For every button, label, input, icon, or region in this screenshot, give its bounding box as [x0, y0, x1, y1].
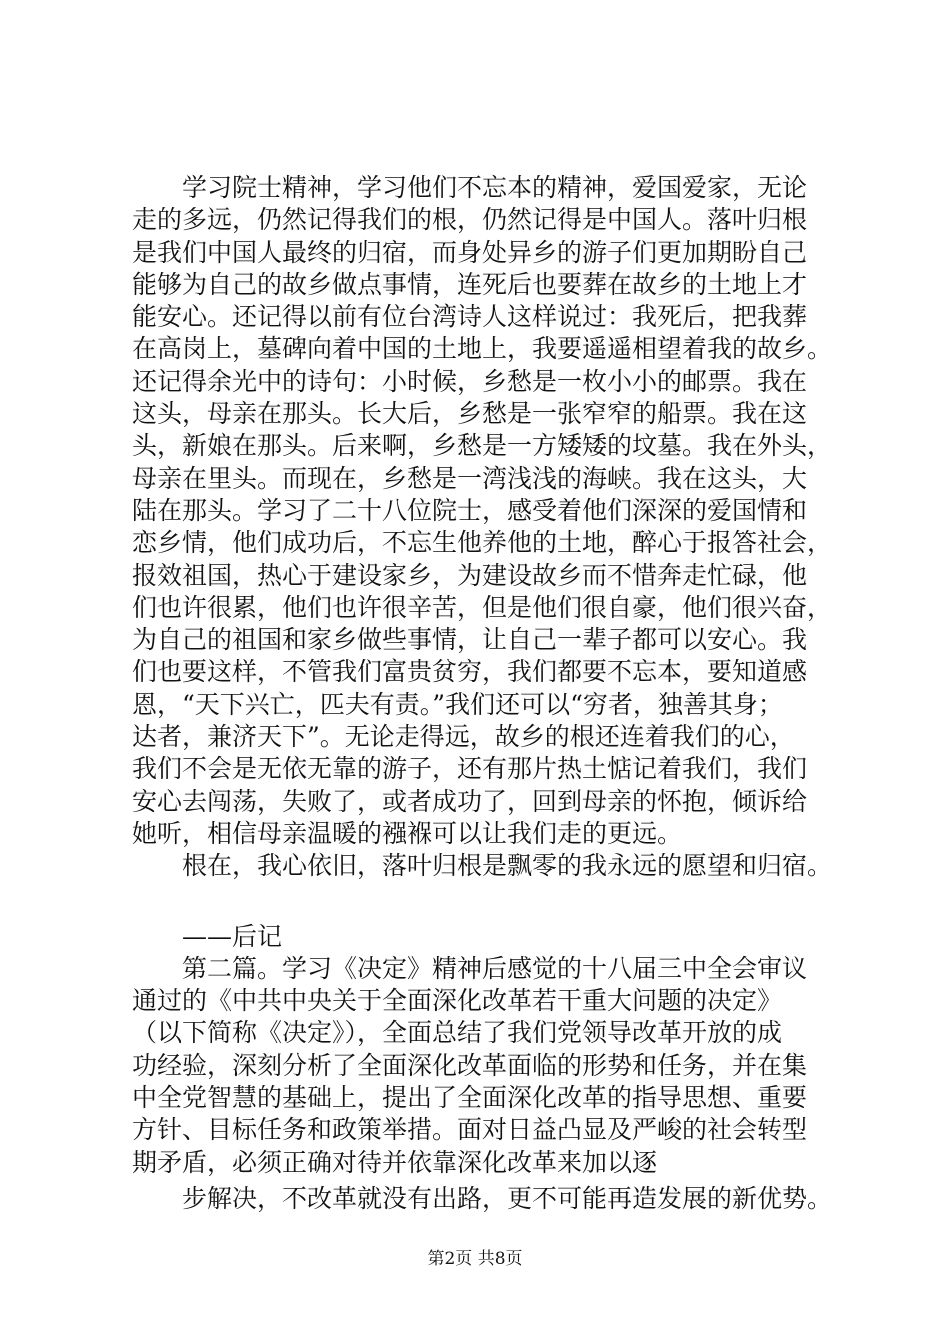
- text-line: 方针、目标任务和政策举措。面对日益凸显及严峻的社会转型: [132, 1115, 808, 1145]
- text-line: 能安心。还记得以前有位台湾诗人这样说过：我死后，把我葬: [132, 302, 808, 332]
- text-line: 安心去闯荡，失败了，或者成功了，回到母亲的怀抱，倾诉给: [132, 786, 808, 816]
- text-line: 恩，“天下兴亡，匹夫有责。”我们还可以“穷者，独善其身；: [132, 689, 783, 719]
- text-line: 通过的《中共中央关于全面深化改革若干重大问题的决定》: [132, 986, 783, 1016]
- spacer: [132, 883, 852, 921]
- text-line: 我们不会是无依无靠的游子，还有那片热土惦记着我们，我们: [132, 754, 808, 784]
- text-line: 母亲在里头。而现在，乡愁是一湾浅浅的海峡。我在这头，大: [132, 463, 808, 493]
- text-line: 陆在那头。学习了二十八位院士，感受着他们深深的爱国情和: [132, 495, 808, 525]
- text-line: 们也许很累，他们也许很辛苦，但是他们很自豪，他们很兴奋，: [132, 592, 833, 622]
- text-line: 在高岗上，墓碑向着中国的土地上，我要遥遥相望着我的故乡。: [132, 334, 833, 364]
- afterword-label: ——后记: [182, 921, 283, 951]
- paragraph-3: [132, 953, 852, 1179]
- text-line: 达者，兼济天下”。无论走得远，故乡的根还连着我们的心，: [132, 722, 795, 752]
- text-line: 学习院士精神，学习他们不忘本的精神，爱国爱家，无论: [182, 173, 808, 202]
- text-line: 中全党智慧的基础上，提出了全面深化改革的指导思想、重要: [132, 1083, 808, 1113]
- text-line: 们也要这样，不管我们富贵贫穷，我们都要不忘本，要知道感: [132, 657, 808, 687]
- body-text: [132, 172, 852, 1215]
- text-line: 报效祖国，热心于建设家乡，为建设故乡而不惜奔走忙碌，他: [132, 560, 808, 590]
- text-line: 功经验，深刻分析了全面深化改革面临的形势和任务，并在集: [132, 1050, 808, 1080]
- text-line: 恋乡情，他们成功后，不忘生他养他的土地，醉心于报答社会，: [132, 528, 833, 558]
- text-line: 是我们中国人最终的归宿，而身处异乡的游子们更加期盼自己: [132, 237, 808, 267]
- text-line: 走的多远，仍然记得我们的根，仍然记得是中国人。落叶归根: [132, 205, 808, 235]
- text-line: 头，新娘在那头。后来啊，乡愁是一方矮矮的坟墓。我在外头，: [132, 431, 833, 461]
- text-line: 能够为自己的故乡做点事情，连死后也要葬在故乡的土地上才: [132, 269, 808, 299]
- text-line: 第二篇。学习《决定》精神后感觉的十八届三中全会审议: [182, 953, 808, 983]
- text-line: 还记得余光中的诗句：小时候，乡愁是一枚小小的邮票。我在: [132, 366, 808, 396]
- text-line: （以下简称《决定》），全面总结了我们党领导改革开放的成: [132, 1018, 783, 1048]
- paragraph-2: 根在，我心依旧，落叶归根是飘零的我永远的愿望和归宿。: [182, 851, 833, 881]
- text-line: 这头，母亲在那头。长大后，乡愁是一张窄窄的船票。我在这: [132, 399, 808, 429]
- text-line: 期矛盾，必须正确对待并依靠深化改革来加以逐: [132, 1147, 658, 1177]
- page-footer: 第2页 共8页: [427, 1249, 523, 1269]
- text-line: 她听，相信母亲温暖的襁褓可以让我们走的更远。: [132, 818, 683, 848]
- text-line: 为自己的祖国和家乡做些事情，让自己一辈子都可以安心。我: [132, 625, 808, 655]
- paragraph-1: [132, 172, 852, 850]
- paragraph-4: 步解决，不改革就没有出路，更不可能再造发展的新优势。: [182, 1183, 833, 1213]
